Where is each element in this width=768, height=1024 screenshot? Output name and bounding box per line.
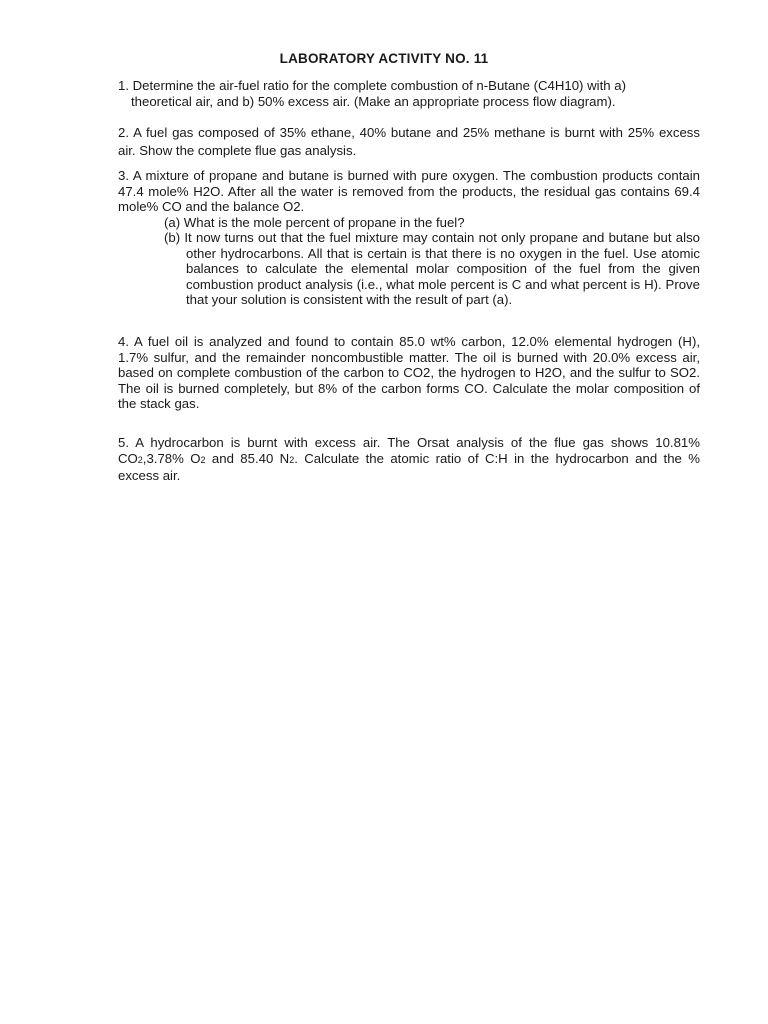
question-5-subscript-2: 2 [200, 454, 206, 465]
question-1 [118, 78, 700, 109]
question-3-part-b: (b) It now turns out that the fuel mixture may contain not only propane and butane but also other hydrocarbons. All that is certain is that there is no oxygen in the fuel. Use atomic balances to calculate the elemental molar composition of the fuel from the given combustion product analysis (i.e., what mole percent is C and what percent is H). Prove that your solution is consistent with the result of part (a). [164, 230, 700, 307]
question-5-subscript-3: 2 [289, 454, 295, 465]
question-3-text: 3. A mixture of propane and butane is burned with pure oxygen. The combustion products contain 47.4 mole% H2O. After all the water is removed from the products, the residual gas contains 69.4 mole% CO and the balance O2. [118, 168, 700, 214]
question-5-part-3: and 85.40 N [205, 450, 290, 466]
question-5-part-4: . Calculate the atomic ratio of C:H in the hydrocarbon and the % excess air. [118, 450, 700, 483]
question-1-line-2: theoretical air, and b) 50% excess air. (Make an appropriate process flow diagram). [131, 93, 616, 109]
question-5 [118, 435, 700, 484]
question-5-subscript-1: 2 [137, 454, 143, 465]
question-5-part-2: ,3.78% O [142, 450, 201, 466]
question-1-line-1: 1. Determine the air-fuel ratio for the complete combustion of n-Butane (C4H10) with a) [118, 78, 626, 93]
question-5-part-1: 5. A hydrocarbon is burnt with excess air. The Orsat analysis of the flue gas shows 10.81% CO [118, 435, 700, 466]
document-title: LABORATORY ACTIVITY NO. 11 [279, 51, 489, 66]
question-4: 4. A fuel oil is analyzed and found to contain 85.0 wt% carbon, 12.0% elemental hydrogen (H), 1.7% sulfur, and the remainder noncombustible matter. The oil is burned with 20.0% excess air, based on complete combustion of the carbon to CO2, the hydrogen to H2O, and the sulfur to SO2. The oil is burned completely, but 8% of the carbon forms CO. Calculate the molar composition of the stack gas. [118, 334, 700, 411]
question-3 [118, 168, 700, 308]
question-2: 2. A fuel gas composed of 35% ethane, 40% butane and 25% methane is burnt with 25% excess air. Show the complete flue gas analysis. [118, 125, 700, 158]
question-3-part-a: (a) What is the mole percent of propane in the fuel? [164, 214, 465, 230]
